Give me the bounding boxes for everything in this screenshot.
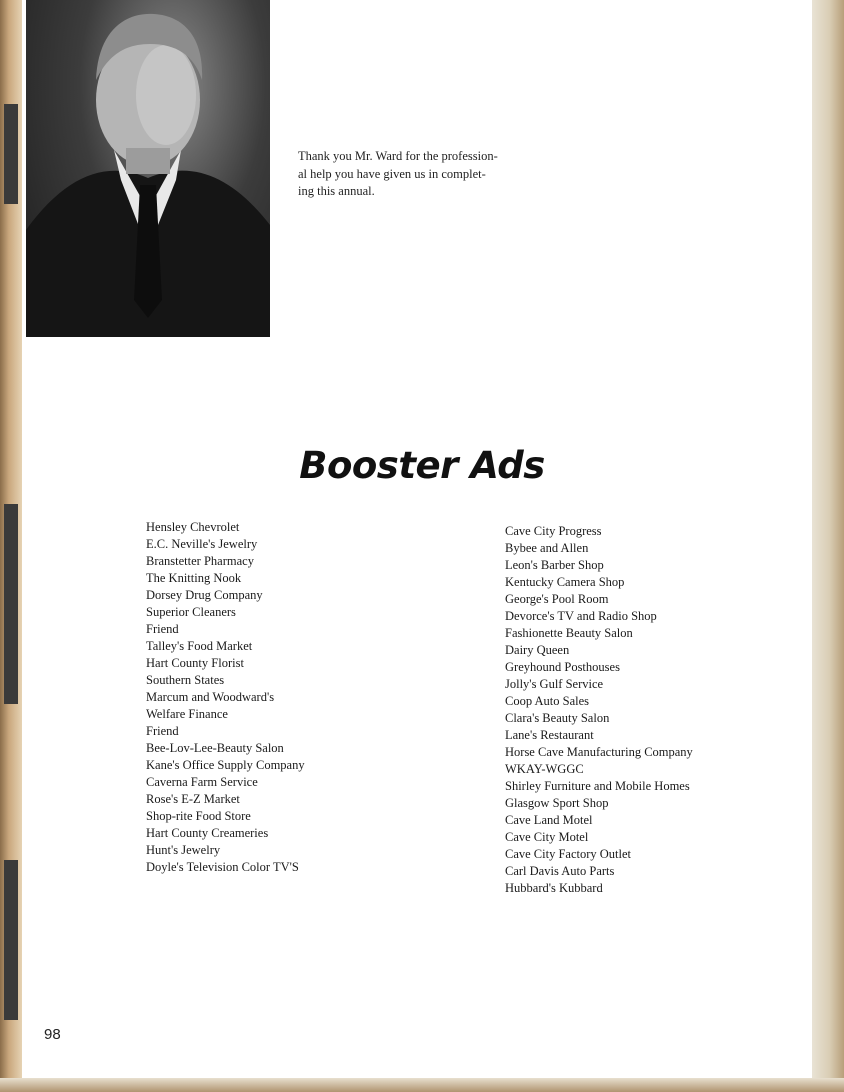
list-item: WKAY-WGGC	[505, 762, 584, 776]
list-item: Caverna Farm Service	[146, 775, 258, 789]
booster-list-right	[505, 523, 693, 897]
list-item: Jolly's Gulf Service	[505, 677, 604, 691]
list-item: Friend	[146, 622, 179, 636]
list-item: Hunt's Jewelry	[146, 843, 221, 857]
list-item: Horse Cave Manufacturing Company	[505, 745, 693, 759]
caption-line: ing this annual.	[298, 184, 375, 198]
portrait-photo	[26, 0, 270, 337]
page-number: 98	[44, 1026, 61, 1043]
list-item: Lane's Restaurant	[505, 728, 594, 742]
list-item: Coop Auto Sales	[505, 694, 590, 708]
list-item: Leon's Barber Shop	[505, 558, 604, 572]
list-item: Rose's E-Z Market	[146, 792, 240, 806]
page-right-edge	[812, 0, 844, 1092]
list-item: Marcum and Woodward's	[146, 690, 275, 704]
list-item: Welfare Finance	[146, 707, 228, 721]
page-title: Booster Ads	[299, 444, 545, 487]
binding-strip	[4, 504, 18, 704]
list-item: Branstetter Pharmacy	[146, 554, 254, 568]
list-item: Dairy Queen	[505, 643, 570, 657]
booster-list-left	[146, 519, 305, 876]
list-item: Carl Davis Auto Parts	[505, 864, 615, 878]
list-item: Kane's Office Supply Company	[146, 758, 305, 772]
portrait-illustration	[26, 0, 270, 337]
list-item: Cave City Factory Outlet	[505, 847, 632, 861]
list-item: Glasgow Sport Shop	[505, 796, 609, 810]
list-item: Bee-Lov-Lee-Beauty Salon	[146, 741, 284, 755]
list-item: Greyhound Posthouses	[505, 660, 620, 674]
list-item: Superior Cleaners	[146, 605, 236, 619]
caption-line: al help you have given us in complet-	[298, 166, 486, 181]
list-item: Bybee and Allen	[505, 541, 589, 555]
list-item: Talley's Food Market	[146, 639, 253, 653]
binding-strip	[4, 860, 18, 1020]
list-item: Hart County Creameries	[146, 826, 269, 840]
caption-line: Thank you Mr. Ward for the profession-	[298, 149, 498, 163]
list-item: Cave Land Motel	[505, 813, 593, 827]
list-item: Friend	[146, 724, 179, 738]
list-item: George's Pool Room	[505, 592, 609, 606]
book-binding-edge	[0, 0, 22, 1092]
list-item: Kentucky Camera Shop	[505, 575, 625, 589]
list-item: Shop-rite Food Store	[146, 809, 251, 823]
list-item: Dorsey Drug Company	[146, 588, 263, 602]
list-item: Southern States	[146, 673, 225, 687]
binding-strip	[4, 104, 18, 204]
list-item: Cave City Progress	[505, 524, 602, 538]
list-item: Cave City Motel	[505, 830, 589, 844]
list-item: Shirley Furniture and Mobile Homes	[505, 779, 690, 793]
list-item: Doyle's Television Color TV'S	[146, 860, 299, 874]
list-item: Hart County Florist	[146, 656, 244, 670]
list-item: Clara's Beauty Salon	[505, 711, 610, 725]
list-item: Devorce's TV and Radio Shop	[505, 609, 657, 623]
photo-caption	[298, 148, 538, 201]
page-bottom-edge	[0, 1078, 844, 1092]
list-item: Hensley Chevrolet	[146, 520, 240, 534]
list-item: The Knitting Nook	[146, 571, 242, 585]
list-item: E.C. Neville's Jewelry	[146, 537, 258, 551]
list-item: Fashionette Beauty Salon	[505, 626, 633, 640]
list-item: Hubbard's Kubbard	[505, 881, 603, 895]
